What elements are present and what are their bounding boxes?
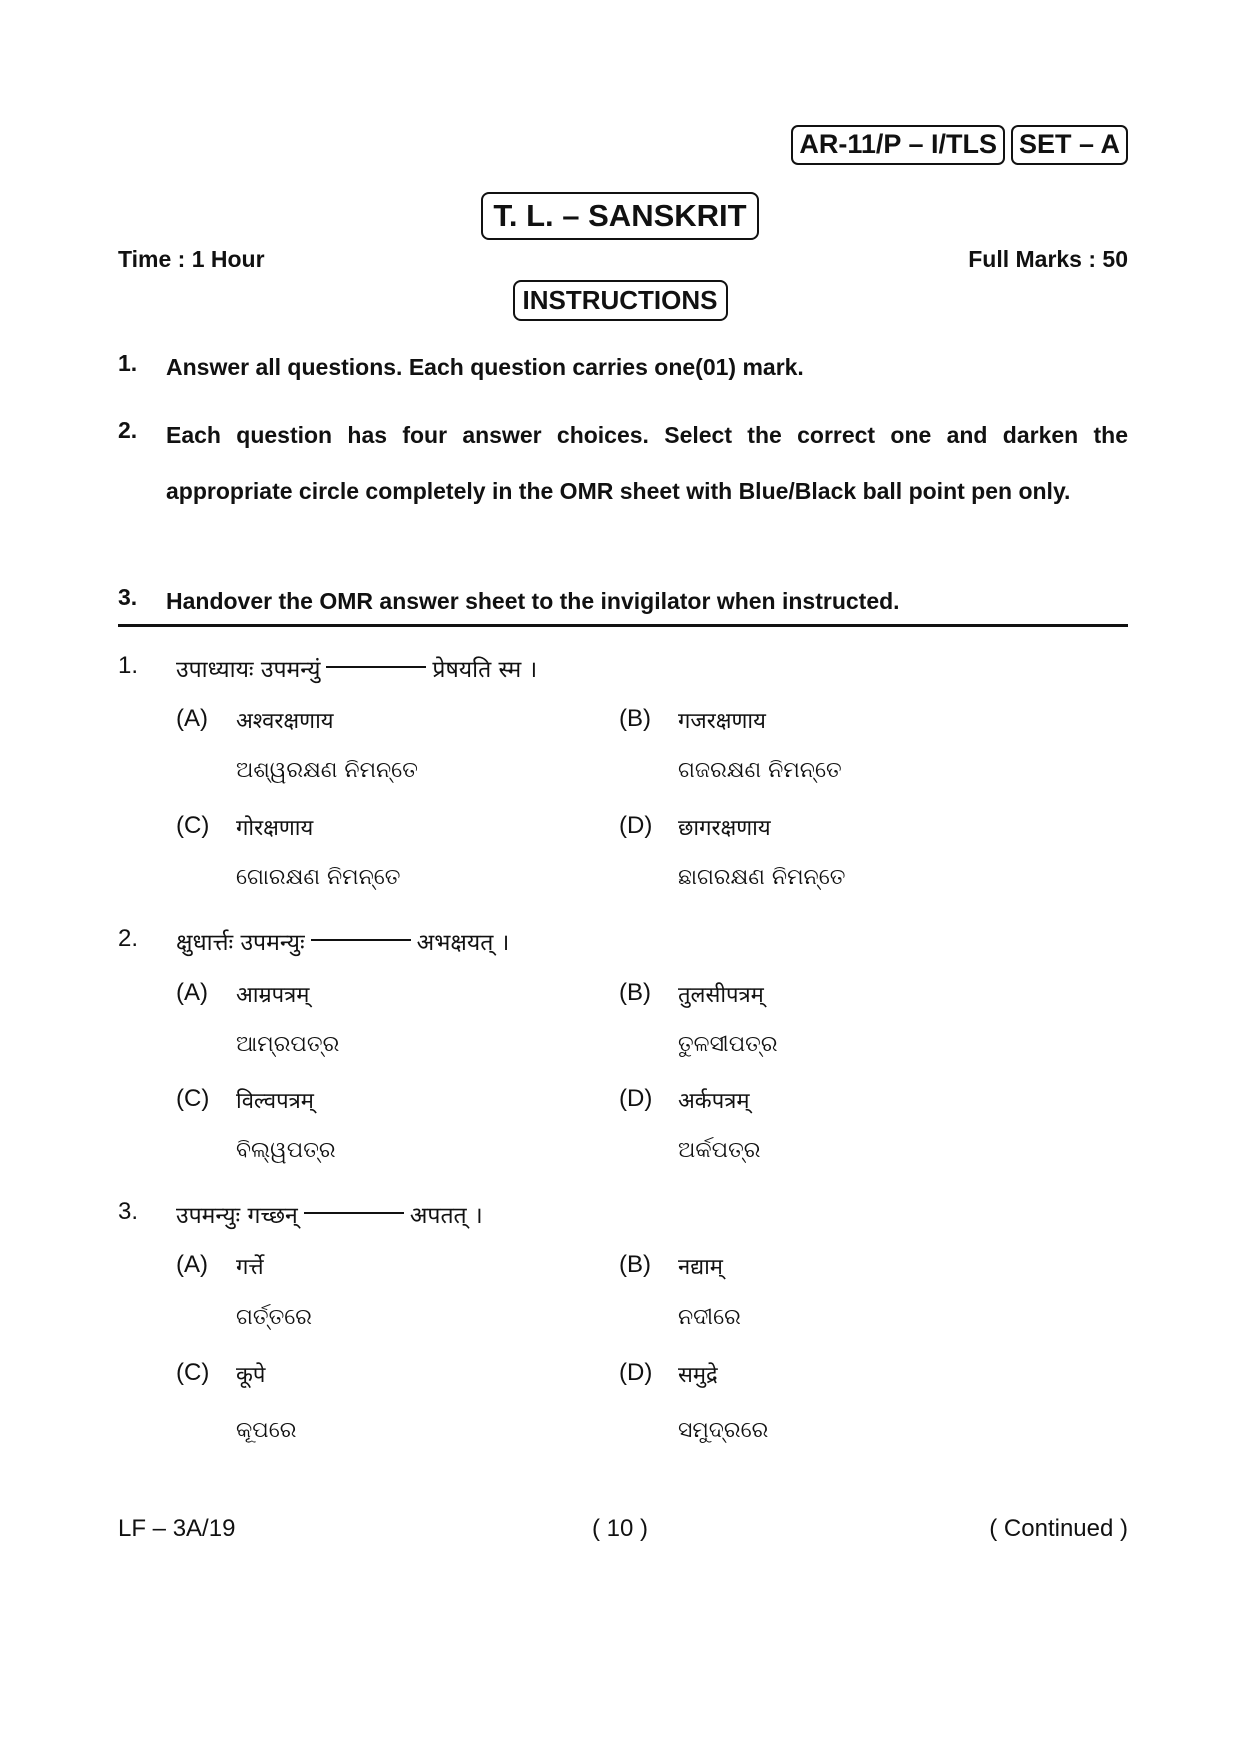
option-sanskrit: अश्वरक्षणाय [236, 709, 334, 734]
option-odia: ଗଜରକ୍ଷଣ ନିମନ୍ତେ [678, 758, 842, 783]
footer-code: LF – 3A/19 [118, 1515, 236, 1542]
instruction-text: Handover the OMR answer sheet to the invigilator when instructed. [166, 588, 900, 614]
option-odia: କୂପରେ [236, 1418, 297, 1443]
question-number: 2. [118, 925, 139, 952]
option-label: (A) [176, 1251, 208, 1278]
instruction-item [118, 350, 1128, 384]
option-odia: ଗର୍ତ୍ତରେ [236, 1305, 312, 1330]
stem-before: उपमन्युः गच्छन् [176, 1203, 298, 1229]
option-sanskrit: तुलसीपत्रम् [678, 983, 764, 1008]
option-label: (A) [176, 979, 208, 1006]
full-marks-label: Full Marks : 50 [968, 246, 1128, 272]
option-label: (B) [619, 705, 651, 732]
option-sanskrit: गजरक्षणाय [678, 709, 766, 734]
question-stem [176, 1198, 483, 1230]
option-odia: ବିଲ୍ୱପତ୍ର [236, 1138, 336, 1163]
option-odia: ଆମ୍ରପତ୍ର [236, 1032, 340, 1057]
option-sanskrit: अर्कपत्रम् [678, 1089, 750, 1114]
option-sanskrit: गर्त्ते [236, 1255, 264, 1280]
set-label-box: SET – A [1011, 125, 1128, 165]
instructions-heading: INSTRUCTIONS [513, 280, 728, 321]
instruction-text: Answer all questions. Each question carries one(01) mark. [166, 354, 804, 380]
instruction-item [118, 407, 1128, 519]
time-label: Time : 1 Hour [118, 246, 265, 272]
option-label: (B) [619, 1251, 651, 1278]
stem-after: अपतत् । [409, 1203, 483, 1229]
option-label: (C) [176, 812, 210, 839]
instructions-heading-row [0, 280, 1240, 321]
question-number: 3. [118, 1198, 139, 1225]
option-odia: ସମୁଦ୍ରରେ [678, 1418, 769, 1443]
stem-before: क्षुधार्त्तः उपमन्युः [176, 930, 305, 956]
option-sanskrit: विल्वपत्रम् [236, 1089, 314, 1114]
option-label: (D) [619, 1085, 653, 1112]
option-label: (A) [176, 705, 208, 732]
option-sanskrit: आम्रपत्रम् [236, 983, 310, 1008]
paper-code-row [791, 125, 1128, 165]
instruction-item [118, 584, 1128, 618]
option-sanskrit: नद्याम् [678, 1255, 723, 1280]
question-stem [176, 925, 509, 957]
option-label: (D) [619, 812, 653, 839]
page-title: T. L. – SANSKRIT [481, 192, 758, 240]
option-label: (B) [619, 979, 651, 1006]
instruction-number: 2. [118, 417, 138, 443]
continued-label: ( Continued ) [989, 1515, 1128, 1542]
option-odia: ତୁଳସୀପତ୍ର [678, 1032, 778, 1057]
divider-rule [118, 624, 1128, 627]
answer-blank [326, 666, 426, 668]
option-odia: ଅର୍କପତ୍ର [678, 1138, 761, 1163]
instruction-number: 3. [118, 584, 138, 610]
instruction-number: 1. [118, 350, 138, 376]
title-row [0, 192, 1240, 240]
option-sanskrit: समुद्रे [678, 1363, 718, 1388]
instruction-text: Each question has four answer choices. Select the correct one and darken the appropriate circle completely in the OMR sheet with Blue/Black ball point pen only. [166, 422, 1128, 504]
option-odia: ଛାଗରକ୍ଷଣ ନିମନ୍ତେ [678, 865, 846, 890]
stem-after: प्रेषयति स्म । [432, 657, 538, 683]
answer-blank [304, 1212, 404, 1214]
option-odia: ଅଶ୍ୱରକ୍ଷଣ ନିମନ୍ତେ [236, 758, 418, 783]
page-number: ( 10 ) [591, 1515, 648, 1542]
option-sanskrit: गोरक्षणाय [236, 816, 314, 841]
option-label: (C) [176, 1085, 210, 1112]
answer-blank [311, 939, 411, 941]
question-number: 1. [118, 652, 139, 679]
option-sanskrit: छागरक्षणाय [678, 816, 771, 841]
option-odia: ନଦୀରେ [678, 1305, 741, 1330]
option-sanskrit: कूपे [236, 1363, 266, 1388]
option-odia: ଗୋରକ୍ଷଣ ନିମନ୍ତେ [236, 865, 401, 890]
question-stem [176, 652, 537, 684]
option-label: (D) [619, 1359, 653, 1386]
option-label: (C) [176, 1359, 210, 1386]
paper-code-box: AR-11/P – I/TLS [791, 125, 1005, 165]
stem-after: अभक्षयत् । [416, 930, 510, 956]
stem-before: उपाध्यायः उपमन्युं [176, 657, 321, 683]
